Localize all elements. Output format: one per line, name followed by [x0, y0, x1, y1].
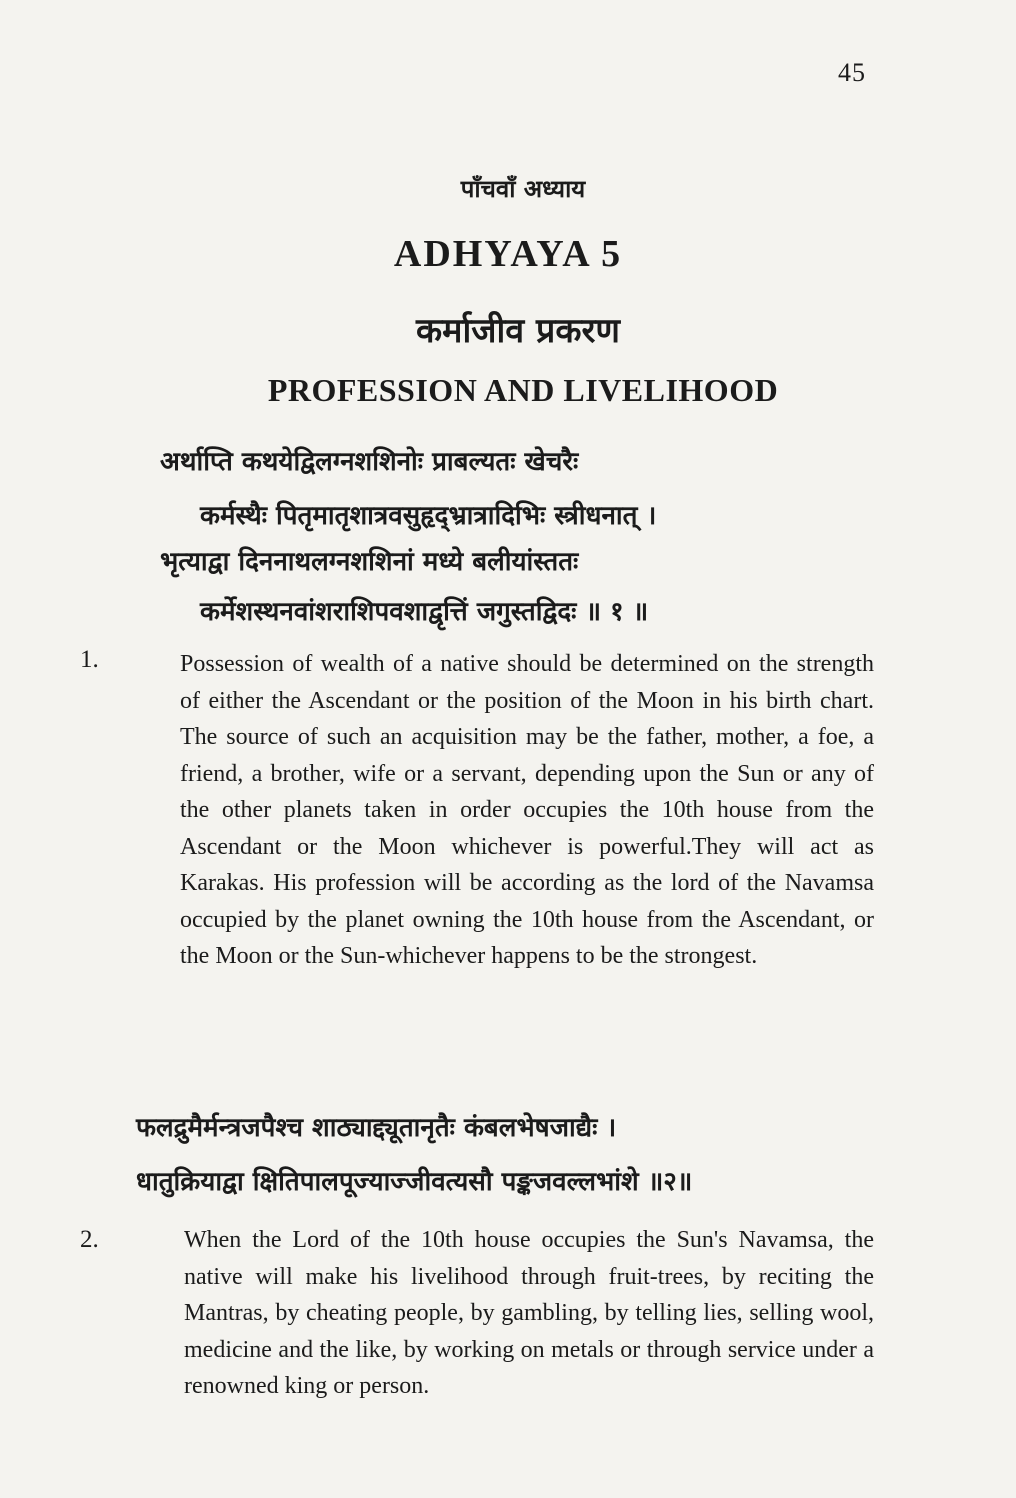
paragraph-number: 1.: [80, 646, 99, 673]
hindi-chapter-title: कर्माजीव प्रकरण: [416, 311, 620, 351]
hindi-chapter-heading: पाँचवाँ अध्याय: [460, 175, 586, 203]
chapter-subtitle: PROFESSION AND LIVELIHOOD: [267, 372, 779, 408]
paragraph-text: Possession of wealth of a native should be determined on the strength of either the Ascendant or the position of the Moon in his birth chart. The source of such an acquisition may be the father, mother, a foe, a friend, a brother, wife or a servant, depending upon the Sun or any of the other planets taken in order occupies the 10th house from the Ascendant or the Moon whichever is powerful.They will act as Karakas. His profession will be according as the lord of the Navamsa occupied by the planet owning the 10th house from the Ascendant, or the Moon or the Sun-whichever happens to be the strongest.: [180, 651, 874, 969]
verse-line: फलद्रुमैर्मन्त्रजपैश्च शाठ्याद्द्यूतानृतैः कंबलभेषजाद्यैः ।: [136, 1113, 617, 1143]
paragraph-text: When the Lord of the 10th house occupies the Sun's Navamsa, the native will make his livelihood through fruit-trees, by reciting the Mantras, by cheating people, by gambling, by telling lies, selling wool, medicine and the like, by working on metals or through service under a renowned king or person.: [184, 1227, 874, 1399]
verse-line: कर्मस्थैः पितृमातृशात्रवसुहृद्भ्रात्रादिभिः स्त्रीधनात् ।: [200, 501, 657, 531]
verse-line: भृत्याद्वा दिननाथलग्नशशिनां मध्ये बलीयांस्ततः: [160, 547, 579, 577]
verse-line: धातुक्रियाद्वा क्षितिपालपूज्याज्जीवत्यसौ पङ्कजवल्लभांशे ॥२॥: [136, 1167, 693, 1197]
paragraph-number: 2.: [80, 1226, 99, 1253]
verse-line: कर्मेशस्थनवांशराशिपवशाद्वृत्तिं जगुस्तद्विदः ॥ १ ॥: [200, 597, 649, 627]
page-number: 45: [838, 58, 866, 87]
chapter-title: ADHYAYA 5: [393, 233, 623, 275]
verse-line: अर्थाप्ति कथयेद्विलग्नशशिनोः प्राबल्यतः खेचरैः: [160, 447, 579, 477]
